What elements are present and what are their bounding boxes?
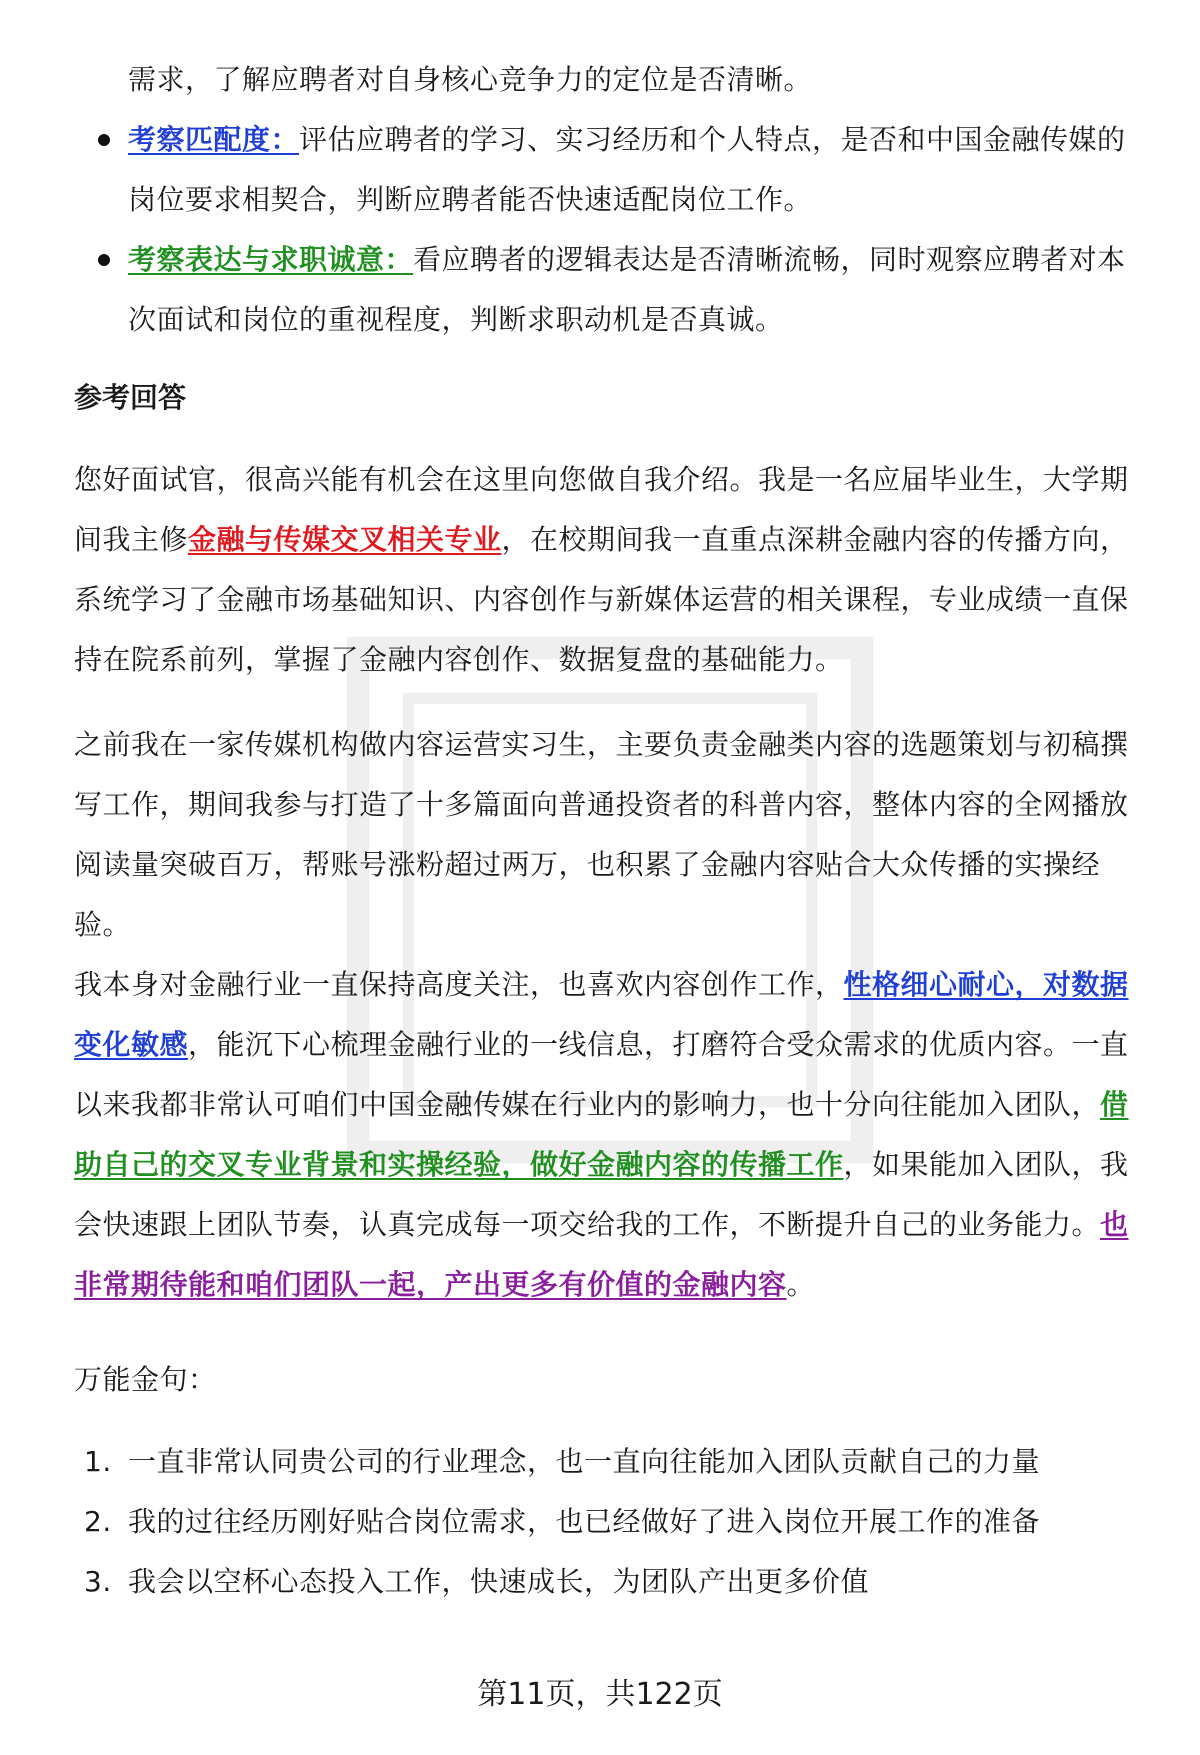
paragraph3-part4: 。 (786, 1268, 816, 1301)
slogan-label: 万能金句： (74, 1363, 217, 1396)
answer-paragraph-1 (74, 450, 1150, 690)
bullet-text-expression: 看应聘者的逻辑表达是否清晰流畅，同时观察应聘者对本次面试和岗位的重视程度，判断求职动机是否真诚。 (128, 243, 1126, 336)
slogan-text: 我的过往经历刚好贴合岗位需求，也已经做好了进入岗位开展工作的准备 (128, 1505, 1041, 1538)
answer-paragraph-3 (74, 955, 1150, 1315)
bullet-item-match (74, 110, 1148, 230)
slogan-item (74, 1432, 1148, 1492)
bullet-dot-icon (98, 254, 110, 266)
bullet-label-expression: 考察表达与求职诚意： (128, 243, 414, 276)
paragraph3-highlight-2: 借助自己的交叉专业背景和实操经验，做好金融内容的传播工作 (74, 1088, 1129, 1181)
slogan-text: 一直非常认同贵公司的行业理念，也一直向往能加入团队贡献自己的力量 (128, 1445, 1041, 1478)
slogan-number: 1. (84, 1445, 112, 1478)
paragraph3-part2: ，能沉下心梳理金融行业的一线信息，打磨符合受众需求的优质内容。一直以来我都非常认可咱们中国金融传媒在行业内的影响力，也十分向往能加入团队， (74, 1028, 1129, 1121)
reference-answer-heading: 参考回答 (74, 381, 187, 414)
bullet-item-expression (74, 230, 1148, 350)
paragraph3-highlight-3: 也非常期待能和咱们团队一起，产出更多有价值的金融内容 (74, 1208, 1129, 1301)
slogan-list (74, 1432, 1148, 1612)
slogan-text: 我会以空杯心态投入工作，快速成长，为团队产出更多价值 (128, 1565, 870, 1598)
page-footer: 第11页，共122页 (477, 1677, 723, 1712)
paragraph1-highlight: 金融与传媒交叉相关专业 (188, 523, 502, 556)
paragraph1-after: ，在校期间我一直重点深耕金融内容的传播方向，系统学习了金融市场基础知识、内容创作与新媒体运营的相关课程，专业成绩一直保持在院系前列，掌握了金融内容创作、数据复盘的基础能力。 (74, 523, 1129, 676)
paragraph1-before: 您好面试官，很高兴能有机会在这里向您做自我介绍。我是一名应届毕业生，大学期间我主修 (74, 463, 1129, 556)
paragraph3-part1: 我本身对金融行业一直保持高度关注，也喜欢内容创作工作， (74, 968, 844, 1001)
paragraph3-part3: ，如果能加入团队，我会快速跟上团队节奏，认真完成每一项交给我的工作，不断提升自己的业务能力。 (74, 1148, 1129, 1241)
bullet-dot-icon (98, 134, 110, 146)
slogan-item (74, 1492, 1148, 1552)
continuation-text: 需求，了解应聘者对自身核心竞争力的定位是否清晰。 (128, 63, 813, 96)
slogan-number: 3. (84, 1565, 112, 1598)
paragraph3-highlight-1: 性格细心耐心，对数据变化敏感 (74, 968, 1129, 1061)
slogan-number: 2. (84, 1505, 112, 1538)
bullet-label-match: 考察匹配度： (128, 123, 300, 156)
slogan-item (74, 1552, 1148, 1612)
answer-paragraph-2: 之前我在一家传媒机构做内容运营实习生，主要负责金融类内容的选题策划与初稿撰写工作，期间我参与打造了十多篇面向普通投资者的科普内容，整体内容的全网播放阅读量突破百万，帮账号涨粉超过两万，也积累了金融内容贴合大众传播的实操经验。 (74, 728, 1129, 941)
evaluation-bullets (74, 110, 1148, 350)
bullet-text-match: 评估应聘者的学习、实习经历和个人特点，是否和中国金融传媒的岗位要求相契合，判断应聘者能否快速适配岗位工作。 (128, 123, 1126, 216)
